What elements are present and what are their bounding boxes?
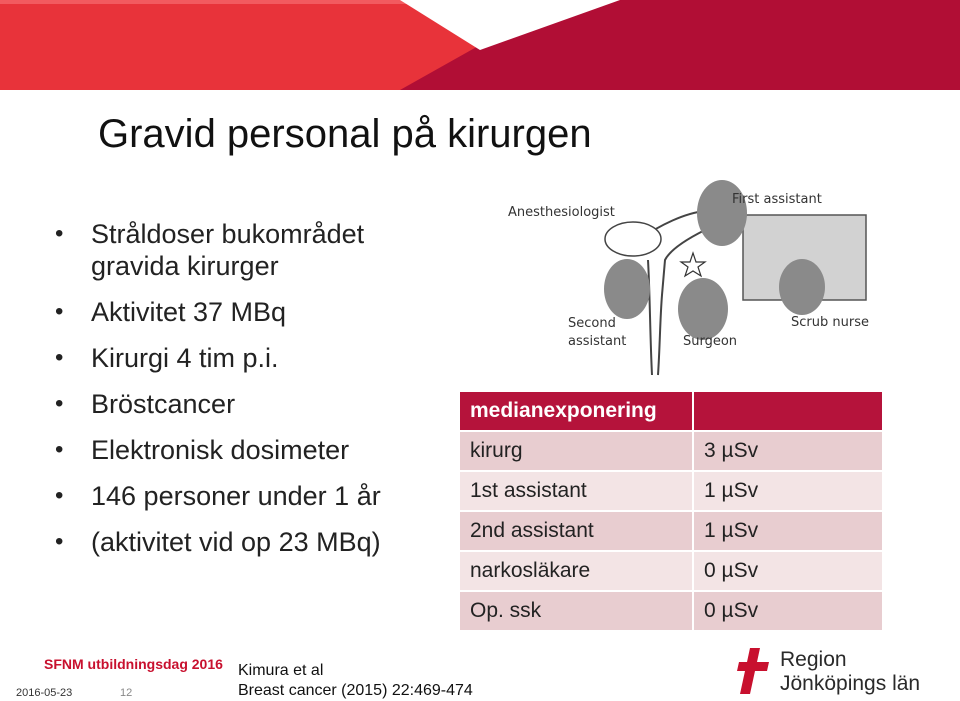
second-assistant-marker: [604, 259, 650, 319]
table-cell-dose: 1 µSv: [693, 471, 883, 511]
bullet-item: • Aktivitet 37 MBq: [55, 296, 455, 328]
reference: [238, 661, 473, 701]
table-row: [459, 591, 883, 631]
label-scrub-nurse: Scrub nurse: [791, 315, 869, 330]
region-cross-logo-icon: [737, 648, 769, 694]
bullet-item: • Stråldoser bukområdet gravida kirurger: [55, 218, 455, 282]
table-cell-role: kirurg: [459, 431, 693, 471]
table-row: [459, 551, 883, 591]
table-cell-role: 2nd assistant: [459, 511, 693, 551]
bullet-item: • (aktivitet vid op 23 MBq): [55, 526, 455, 558]
bullet-item: • Kirurgi 4 tim p.i.: [55, 342, 455, 374]
table-cell-role: narkosläkare: [459, 551, 693, 591]
table-cell-dose: 3 µSv: [693, 431, 883, 471]
table-cell-dose: 1 µSv: [693, 511, 883, 551]
table-cell-role: Op. ssk: [459, 591, 693, 631]
bullet-item: • 146 personer under 1 år: [55, 480, 455, 512]
table-cell-dose: 0 µSv: [693, 551, 883, 591]
footer-course: SFNM utbildningsdag 2016: [44, 656, 223, 672]
table-row: [459, 431, 883, 471]
surgeon-marker: [678, 278, 728, 340]
org-line-1: Region: [780, 648, 847, 671]
reference-journal: Breast cancer (2015) 22:469-474: [238, 682, 473, 699]
table-cell-dose: 0 µSv: [693, 591, 883, 631]
table-cell-role: 1st assistant: [459, 471, 693, 511]
exposure-table: [458, 390, 884, 632]
bullet-item: • Bröstcancer: [55, 388, 455, 420]
label-surgeon: Surgeon: [683, 334, 738, 349]
org-line-2: Jönköpings län: [780, 672, 921, 695]
star-icon: [681, 253, 705, 276]
anesthesiologist-marker: [605, 222, 661, 256]
slide-title: Gravid personal på kirurgen: [98, 112, 592, 156]
organization-name: [780, 648, 920, 696]
table-row: [459, 511, 883, 551]
label-anesthesiologist: Anesthesiologist: [508, 205, 615, 220]
header-banner: [0, 0, 960, 90]
table-header-row: [459, 391, 883, 431]
first-assistant-marker: [697, 180, 747, 246]
scrub-nurse-marker: [779, 259, 825, 315]
label-second-assistant-1: Second: [568, 316, 616, 331]
label-first-assistant: First assistant: [732, 192, 822, 207]
table-row: [459, 471, 883, 511]
page-number: 12: [120, 687, 133, 699]
bullet-list: [55, 218, 455, 572]
table-header-cell: [693, 391, 883, 431]
footer-date: 2016-05-23: [16, 687, 73, 699]
reference-authors: Kimura et al: [238, 662, 324, 679]
label-second-assistant-2: assistant: [568, 334, 627, 349]
bullet-item: • Elektronisk dosimeter: [55, 434, 455, 466]
operating-room-diagram: [500, 175, 880, 385]
table-header-cell: medianexponering: [459, 391, 693, 431]
